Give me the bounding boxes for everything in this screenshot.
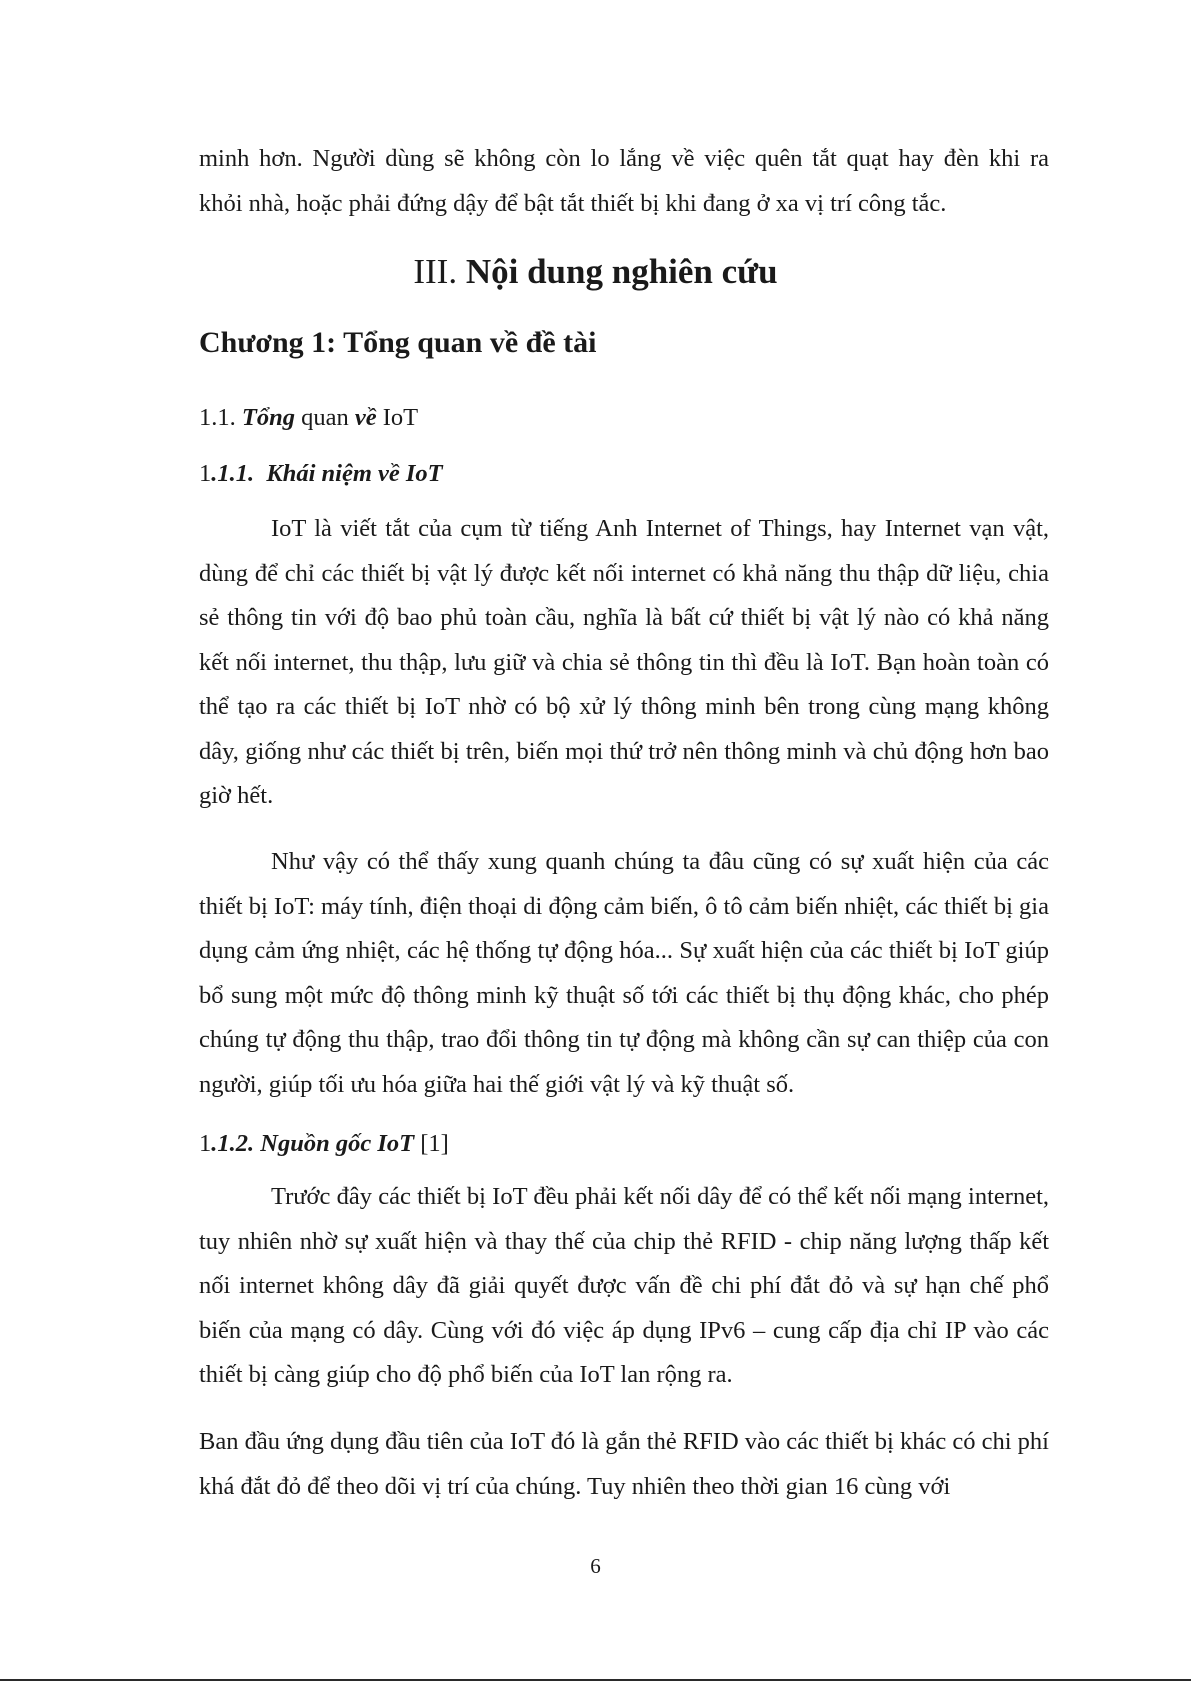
intro-paragraph xyxy=(199,137,1049,226)
chapter-heading-block xyxy=(199,326,1049,360)
part-title: Nội dung nghiên cứu xyxy=(465,252,778,291)
page-number: 6 xyxy=(590,1554,601,1578)
section-1-1-1-heading xyxy=(199,460,1049,488)
section-1-1-number: 1.1. xyxy=(199,404,236,431)
section-1-1-1-paragraph-2: Như vậy có thể thấy xung quanh chúng ta đâu cũng có sự xuất hiện của các thiết bị IoT: máy tính, điện thoại di động cảm biến, ô tô cảm biến nhiệt, các thiết bị gia dụng cảm ứng nhiệt, các hệ thống tự động hóa... Sự xuất hiện của các thiết bị IoT giúp bổ sung một mức độ thông minh kỹ thuật số tới các thiết bị thụ động khác, cho phép chúng tự động thu thập, trao đổi thông tin tự động mà không cần sự can thiệp của con người, giúp tối ưu hóa giữa hai thế giới vật lý và kỹ thuật số. xyxy=(199,848,1049,1098)
chapter-heading-bold: Chương 1: Tổng quan về đề xyxy=(199,326,556,359)
section-1-1-1-title: .1.1. Khái niệm về IoT xyxy=(211,460,443,487)
section-1-1-2-heading xyxy=(199,1130,1049,1158)
chapter-heading-plain: tài xyxy=(563,326,597,359)
section-1-1-heading xyxy=(199,404,1049,432)
section-1-1-2-title: .1.2. Nguồn gốc IoT xyxy=(211,1130,415,1157)
intro-line-1: minh hơn. Người dùng sẽ không còn lo lắng về việc quên tắt quạt hay đèn khi ra xyxy=(199,145,1049,172)
section-1-1-2-lead: 1 xyxy=(199,1130,212,1157)
section-1-1-2-paragraph-2-block xyxy=(199,1420,1049,1509)
section-1-1-word-1: Tổng xyxy=(241,404,295,431)
section-1-1-1-paragraph-1-block xyxy=(199,507,1049,819)
intro-line-2: khỏi nhà, hoặc phải đứng dậy để bật tắt thiết bị khi đang ở xa vị trí công tắc. xyxy=(199,189,947,217)
section-1-1-heading-block xyxy=(199,404,1049,432)
section-1-1-1-paragraph-1: IoT là viết tắt của cụm từ tiếng Anh Internet of Things, hay Internet vạn vật, dùng để chỉ các thiết bị vật lý được kết nối internet có khả năng thu thập dữ liệu, chia sẻ thông tin với độ bao phủ toàn cầu, nghĩa là bất cứ thiết bị vật lý nào có khả năng kết nối internet, thu thập, lưu giữ và chia sẻ thông tin thì đều là IoT. Bạn hoàn toàn có thể tạo ra các thiết bị IoT nhờ có bộ xử lý thông minh bên trong cùng mạng không dây, giống như các thiết bị trên, biến mọi thứ trở nên thông minh và chủ động hơn bao giờ hết. xyxy=(199,515,1049,809)
section-1-1-2-paragraph-1-block xyxy=(199,1175,1049,1398)
section-1-1-2-paragraph-1: Trước đây các thiết bị IoT đều phải kết nối dây để có thể kết nối mạng internet, tuy nhiên nhờ sự xuất hiện và thay thế của chip thẻ RFID - chip năng lượng thấp kết nối internet không dây đã giải quyết được vấn đề chi phí đắt đỏ và sự hạn chế phổ biến của mạng có dây. Cùng với đó việc áp dụng IPv6 – cung cấp địa chỉ IP vào các thiết bị càng giúp cho độ phổ biến của IoT lan rộng ra. xyxy=(199,1183,1049,1388)
chapter-heading xyxy=(199,326,1049,360)
part-heading xyxy=(0,252,1191,292)
section-1-1-1-heading-block xyxy=(199,460,1049,488)
section-1-1-1-lead: 1 xyxy=(199,460,212,487)
section-1-1-word-3: về xyxy=(354,404,377,431)
section-1-1-1-paragraph-2-block xyxy=(199,840,1049,1107)
bottom-edge-line xyxy=(0,1679,1191,1681)
section-1-1-2-paragraph-2: Ban đầu ứng dụng đầu tiên của IoT đó là gắn thẻ RFID vào các thiết bị khác có chi phí khá đắt đỏ để theo dõi vị trí của chúng. Tuy nhiên theo thời gian 16 cùng với xyxy=(199,1428,1049,1500)
section-1-1-2-heading-block xyxy=(199,1130,1049,1158)
section-1-1-2-reference: [1] xyxy=(420,1130,449,1157)
section-1-1-word-2: quan xyxy=(301,404,349,431)
part-number: III. xyxy=(413,252,458,291)
section-1-1-word-4: IoT xyxy=(382,404,419,431)
